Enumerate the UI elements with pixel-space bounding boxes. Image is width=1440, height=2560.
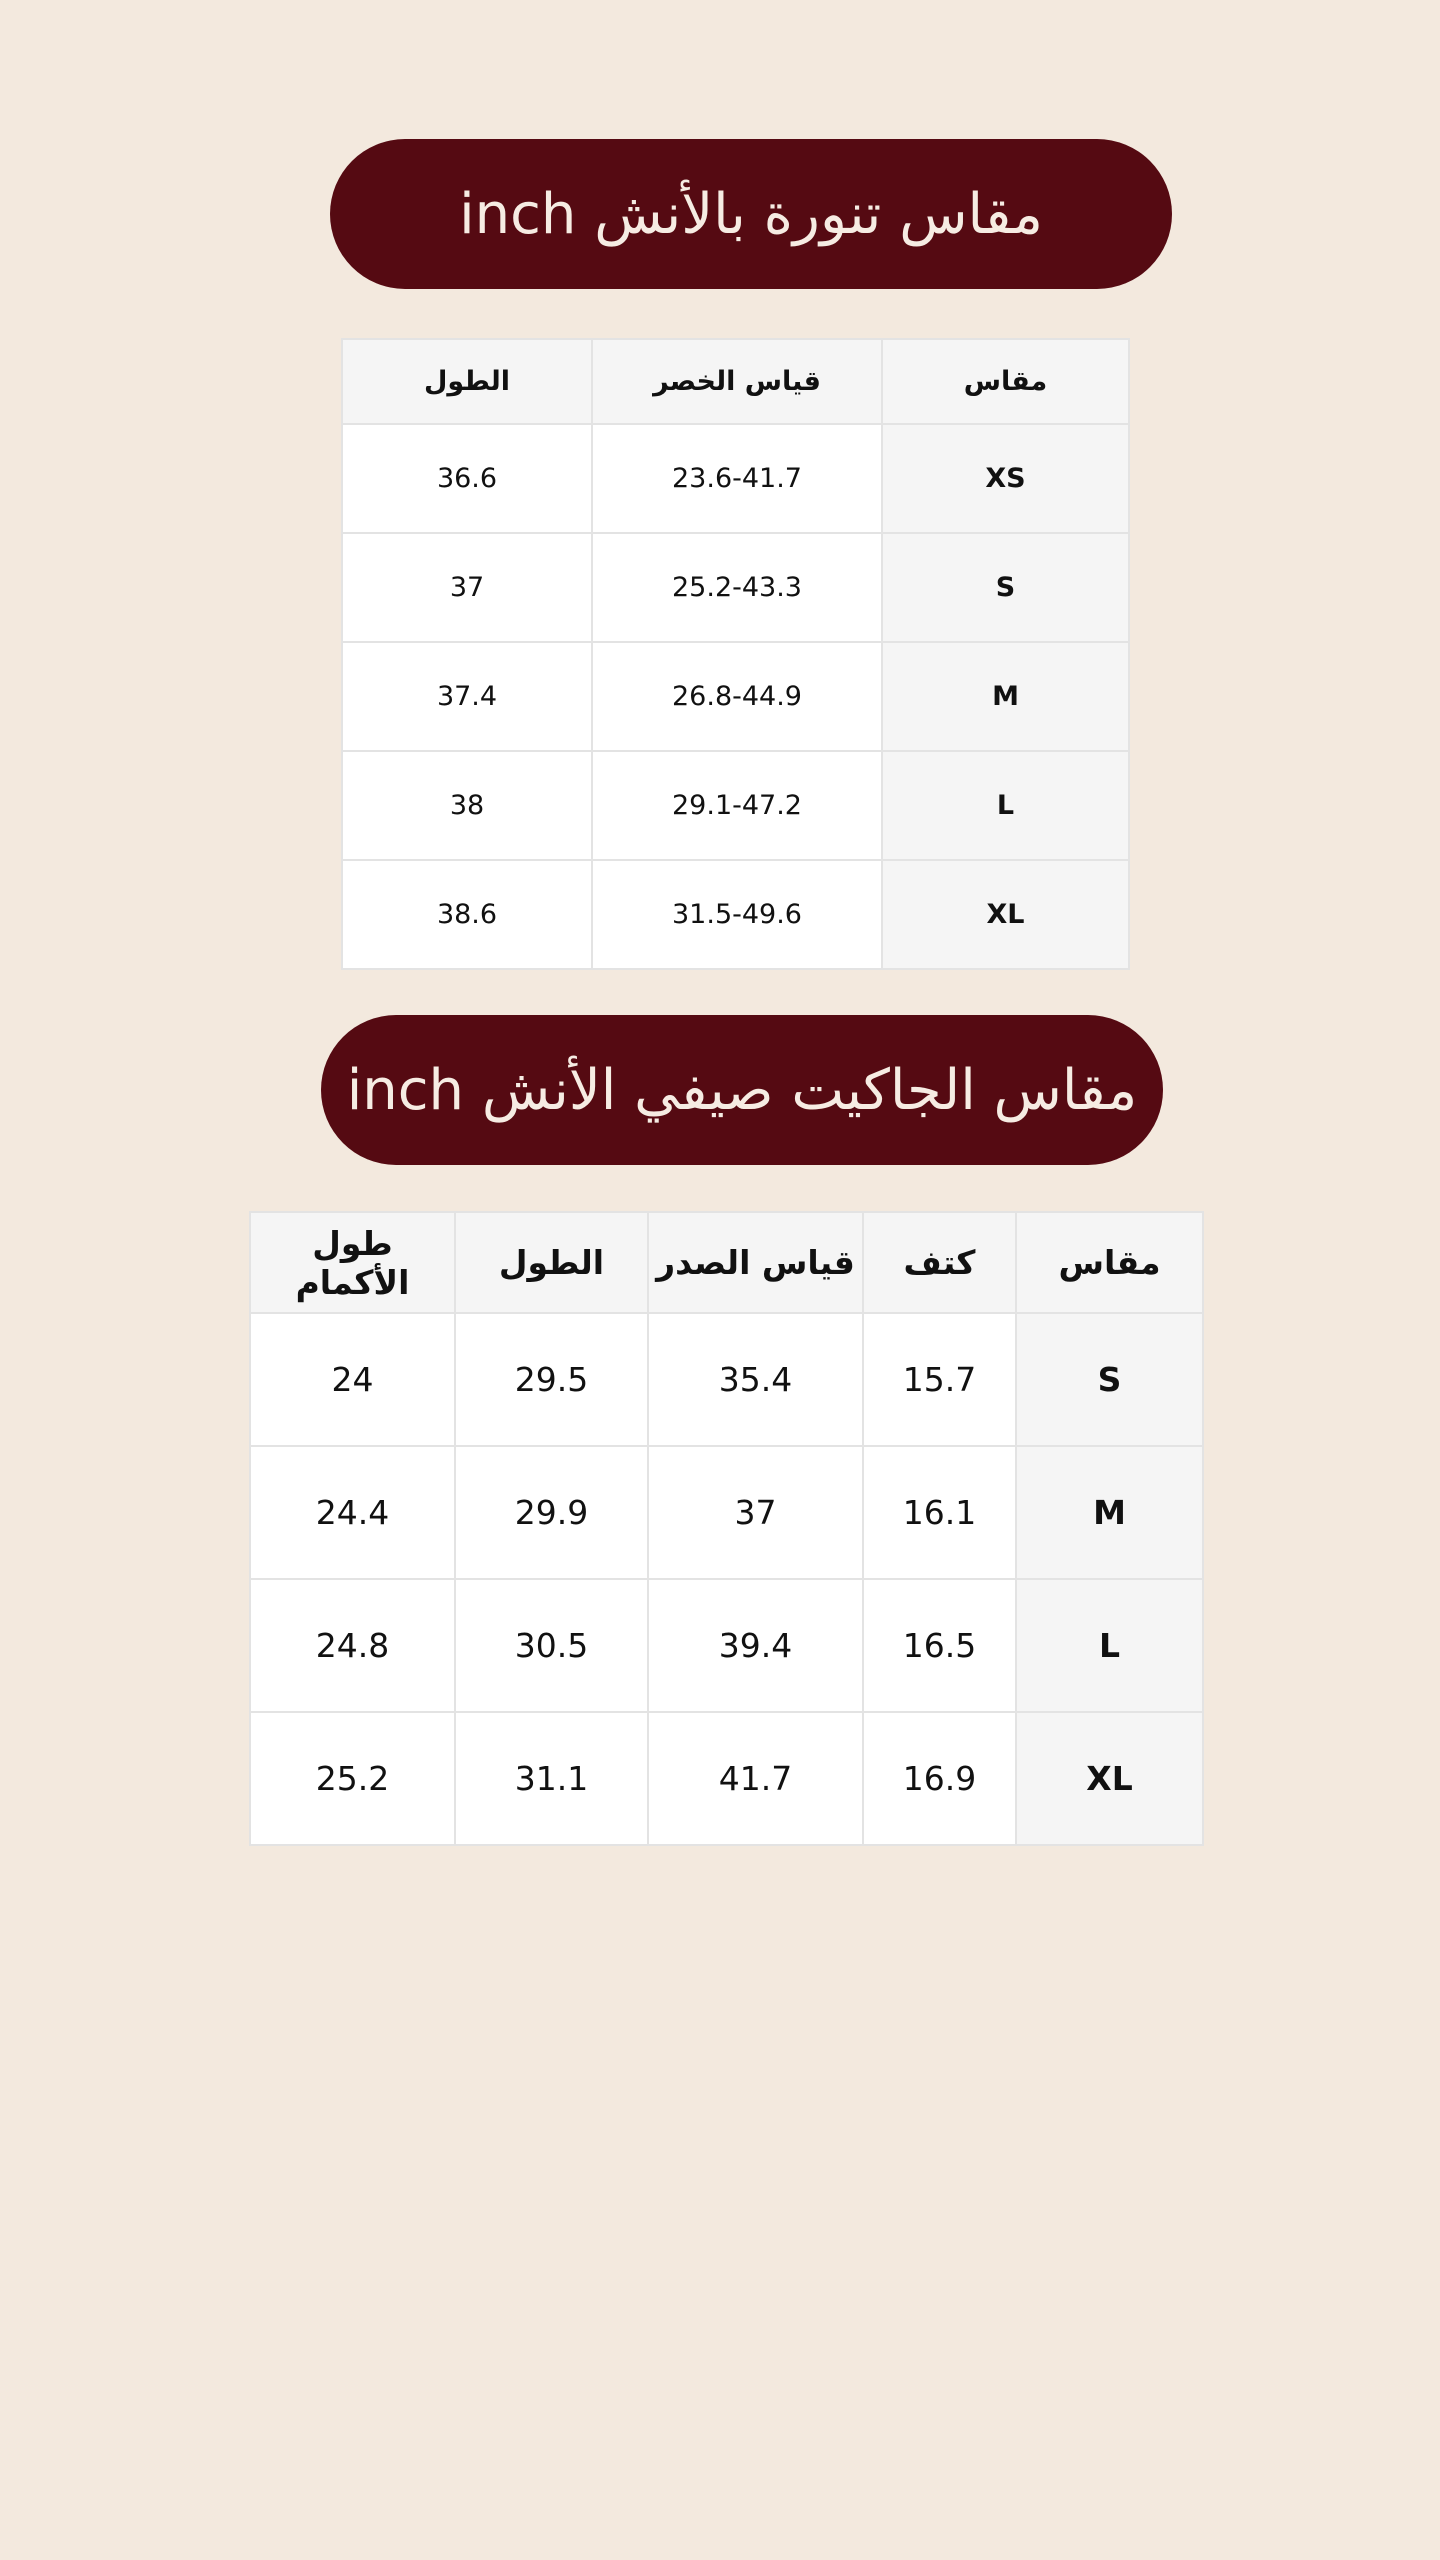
skirt-size-title-banner bbox=[330, 139, 1172, 289]
shoulder-cell: 16.5 bbox=[863, 1579, 1016, 1712]
table-row bbox=[342, 533, 1129, 642]
table-row bbox=[342, 642, 1129, 751]
sleeve-cell: 24.4 bbox=[250, 1446, 455, 1579]
shoulder-cell: 15.7 bbox=[863, 1313, 1016, 1446]
waist-cell: 25.2-43.3 bbox=[592, 533, 882, 642]
length-cell: 30.5 bbox=[455, 1579, 648, 1712]
size-cell: L bbox=[882, 751, 1129, 860]
size-cell: XS bbox=[882, 424, 1129, 533]
header-length: الطول bbox=[342, 339, 592, 424]
table-header-row bbox=[250, 1212, 1203, 1313]
skirt-size-table bbox=[341, 338, 1130, 970]
header-size: مقاس bbox=[1016, 1212, 1203, 1313]
table-row bbox=[250, 1446, 1203, 1579]
length-cell: 38 bbox=[342, 751, 592, 860]
jacket-size-table bbox=[249, 1211, 1204, 1846]
skirt-size-title: مقاس تنورة بالأنش inch bbox=[459, 181, 1043, 247]
sleeve-cell: 24.8 bbox=[250, 1579, 455, 1712]
size-cell: M bbox=[1016, 1446, 1203, 1579]
table-row bbox=[342, 424, 1129, 533]
chest-cell: 37 bbox=[648, 1446, 863, 1579]
header-size: مقاس bbox=[882, 339, 1129, 424]
size-cell: XL bbox=[882, 860, 1129, 969]
table-row bbox=[342, 860, 1129, 969]
header-shoulder: كتف bbox=[863, 1212, 1016, 1313]
sleeve-cell: 24 bbox=[250, 1313, 455, 1446]
length-cell: 36.6 bbox=[342, 424, 592, 533]
length-cell: 29.9 bbox=[455, 1446, 648, 1579]
waist-cell: 23.6-41.7 bbox=[592, 424, 882, 533]
size-cell: M bbox=[882, 642, 1129, 751]
chest-cell: 41.7 bbox=[648, 1712, 863, 1845]
waist-cell: 26.8-44.9 bbox=[592, 642, 882, 751]
size-cell: L bbox=[1016, 1579, 1203, 1712]
length-cell: 37.4 bbox=[342, 642, 592, 751]
size-cell: S bbox=[1016, 1313, 1203, 1446]
size-cell: S bbox=[882, 533, 1129, 642]
table-row bbox=[250, 1712, 1203, 1845]
shoulder-cell: 16.9 bbox=[863, 1712, 1016, 1845]
waist-cell: 29.1-47.2 bbox=[592, 751, 882, 860]
header-chest: قياس الصدر bbox=[648, 1212, 863, 1313]
chest-cell: 39.4 bbox=[648, 1579, 863, 1712]
table-row bbox=[250, 1579, 1203, 1712]
size-cell: XL bbox=[1016, 1712, 1203, 1845]
length-cell: 37 bbox=[342, 533, 592, 642]
header-sleeve-length: طول الأكمام bbox=[250, 1212, 455, 1313]
sleeve-cell: 25.2 bbox=[250, 1712, 455, 1845]
waist-cell: 31.5-49.6 bbox=[592, 860, 882, 969]
header-length: الطول bbox=[455, 1212, 648, 1313]
shoulder-cell: 16.1 bbox=[863, 1446, 1016, 1579]
header-waist: قياس الخصر bbox=[592, 339, 882, 424]
length-cell: 31.1 bbox=[455, 1712, 648, 1845]
length-cell: 29.5 bbox=[455, 1313, 648, 1446]
jacket-size-title-banner bbox=[321, 1015, 1163, 1165]
table-row bbox=[250, 1313, 1203, 1446]
chest-cell: 35.4 bbox=[648, 1313, 863, 1446]
jacket-size-title: مقاس الجاكيت صيفي الأنش inch bbox=[346, 1057, 1138, 1123]
length-cell: 38.6 bbox=[342, 860, 592, 969]
table-header-row bbox=[342, 339, 1129, 424]
table-row bbox=[342, 751, 1129, 860]
